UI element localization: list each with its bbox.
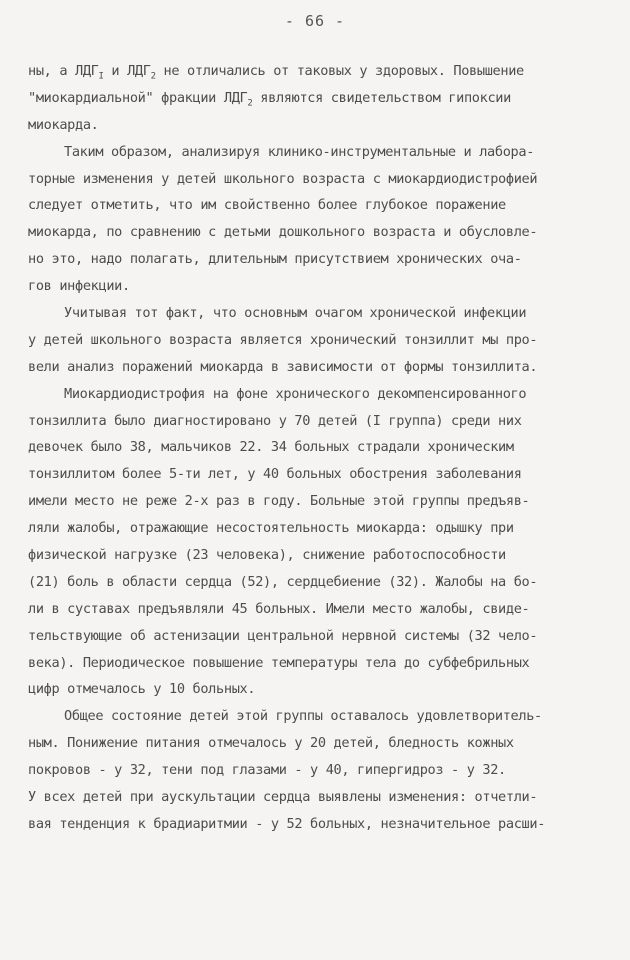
subscript: I	[98, 71, 104, 82]
text-line: миокарда.	[28, 116, 99, 133]
text-line: тонзиллита было диагностировано у 70 детей (I группа) среди них	[28, 412, 522, 429]
text-line	[28, 85, 604, 112]
text-line: имели место не реже 2-х раз в году. Больные этой группы предъяв-	[28, 493, 530, 510]
text-line: ляли жалобы, отражающие несостоятельность миокарда: одышку при	[28, 520, 514, 537]
text-line: покровов - у 32, тени под глазами - у 40, гипергидроз - у 32.	[28, 762, 506, 779]
text-line: гов инфекции.	[28, 278, 130, 295]
text-span: являются свидетельством гипоксии	[252, 89, 511, 106]
text-span: и ЛДГ	[103, 63, 151, 79]
text-line: вая тенденция к брадиаритмии - у 52 больных, незначительное расши-	[28, 815, 546, 832]
text-line: Учитывая тот факт, что основным очагом хронической инфекции	[64, 305, 527, 322]
text-line: Общее состояние детей этой группы оставалось удовлетворитель-	[64, 708, 542, 725]
text-line: физической нагрузке (23 человека), снижение работоспособности	[28, 547, 506, 564]
text-line: торные изменения у детей школьного возраста с миокардиодистрофией	[28, 170, 538, 187]
text-line: ли в суставах предъявляли 45 больных. Имели место жалобы, свиде-	[28, 600, 530, 617]
text-line: тонзиллитом более 5-ти лет, у 40 больных обострения заболевания	[28, 466, 522, 483]
text-line: цифр отмечалось у 10 больных.	[28, 681, 256, 698]
text-span: "миокардиальной" фракции ЛДГ	[28, 89, 248, 106]
text-line: миокарда, по сравнению с детьми дошкольного возраста и обусловле-	[28, 224, 538, 241]
text-line: тельствующие об астенизации центральной нервной системы (32 чело-	[28, 627, 538, 644]
text-span: не отличались от таковых у здоровых. Повышение	[155, 63, 524, 79]
text-line: следует отметить, что им свойственно более глубокое поражение	[28, 197, 506, 214]
text-line: Таким образом, анализируя клинико-инструментальные и лабора-	[64, 143, 535, 160]
subscript: 2	[150, 71, 156, 82]
text-span: ны, а ЛДГ	[28, 63, 99, 79]
text-line: века). Периодическое повышение температуры тела до субфебрильных	[28, 654, 530, 671]
text-line	[28, 58, 604, 85]
text-line: ным. Понижение питания отмечалось у 20 детей, бледность кожных	[28, 735, 514, 752]
subscript: 2	[247, 98, 253, 109]
body-text	[28, 58, 604, 838]
text-line: девочек было 38, мальчиков 22. 34 больных страдали хроническим	[28, 439, 514, 456]
text-line: (21) боль в области сердца (52), сердцебиение (32). Жалобы на бо-	[28, 573, 538, 590]
text-line: но это, надо полагать, длительным присутствием хронических оча-	[28, 251, 522, 268]
text-line: Миокардиодистрофия на фоне хронического декомпенсированного	[64, 385, 527, 402]
text-line: вели анализ поражений миокарда в зависимости от формы тонзиллита.	[28, 358, 538, 375]
page-number: - 66 -	[284, 12, 346, 30]
text-line: У всех детей при аускультации сердца выявлены изменения: отчетли-	[28, 789, 538, 806]
text-line: у детей школьного возраста является хронический тонзиллит мы про-	[28, 331, 538, 348]
